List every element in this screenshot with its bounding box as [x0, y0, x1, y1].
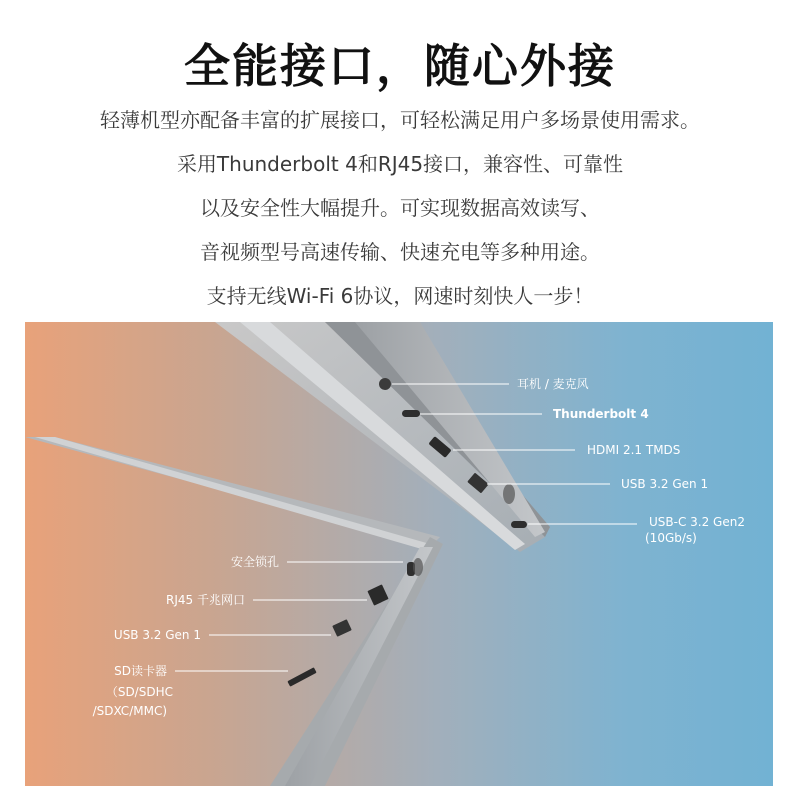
usb-c-port: [511, 521, 527, 528]
page-heading: 全能接口，随心外接: [184, 39, 616, 93]
description-line: 轻薄机型亦配备丰富的扩展接口，可轻松满足用户多场景使用需求。: [100, 108, 700, 132]
port-label-headset: 耳机 / 麦克风: [517, 377, 589, 391]
description-line: 采用Thunderbolt 4和RJ45接口，兼容性、可靠性: [176, 152, 624, 176]
headset-port: [379, 378, 391, 390]
port-label-usb-a-left: USB 3.2 Gen 1: [113, 628, 201, 642]
port-label-usb-c: USB-C 3.2 Gen2: [649, 515, 745, 529]
usb-a-port-left: [332, 619, 352, 637]
upper-laptop: [215, 322, 550, 552]
port-label-sd: SD读卡器: [114, 664, 167, 678]
port-label-lock: 安全锁孔: [230, 555, 279, 569]
ethernet-port: [367, 584, 388, 605]
port-label-sd-formats-1: （SD/SDHC: [105, 685, 173, 699]
description-line: 支持无线Wi-Fi 6协议，网速时刻快人一步！: [206, 284, 594, 308]
thunderbolt-port: [402, 410, 420, 417]
port-label-hdmi: HDMI 2.1 TMDS: [587, 443, 681, 457]
laptop-ports-photo: [25, 322, 773, 786]
description-line: 以及安全性大幅提升。可实现数据高效读写、: [200, 196, 600, 220]
lower-laptop: [25, 437, 443, 786]
port-label-thunderbolt: Thunderbolt 4: [553, 407, 649, 421]
port-label-sd-formats-2: /SDXC/MMC): [92, 704, 167, 718]
port-label-usb-c-speed: (10Gb/s): [645, 531, 697, 545]
description-line: 音视频型号高速传输、快速充电等多种用途。: [200, 240, 600, 264]
port-label-usb-a-right: USB 3.2 Gen 1: [621, 477, 709, 491]
port-label-ethernet: RJ45 千兆网口: [166, 593, 245, 607]
description-block: [0, 98, 800, 318]
sd-card-slot: [287, 667, 316, 686]
